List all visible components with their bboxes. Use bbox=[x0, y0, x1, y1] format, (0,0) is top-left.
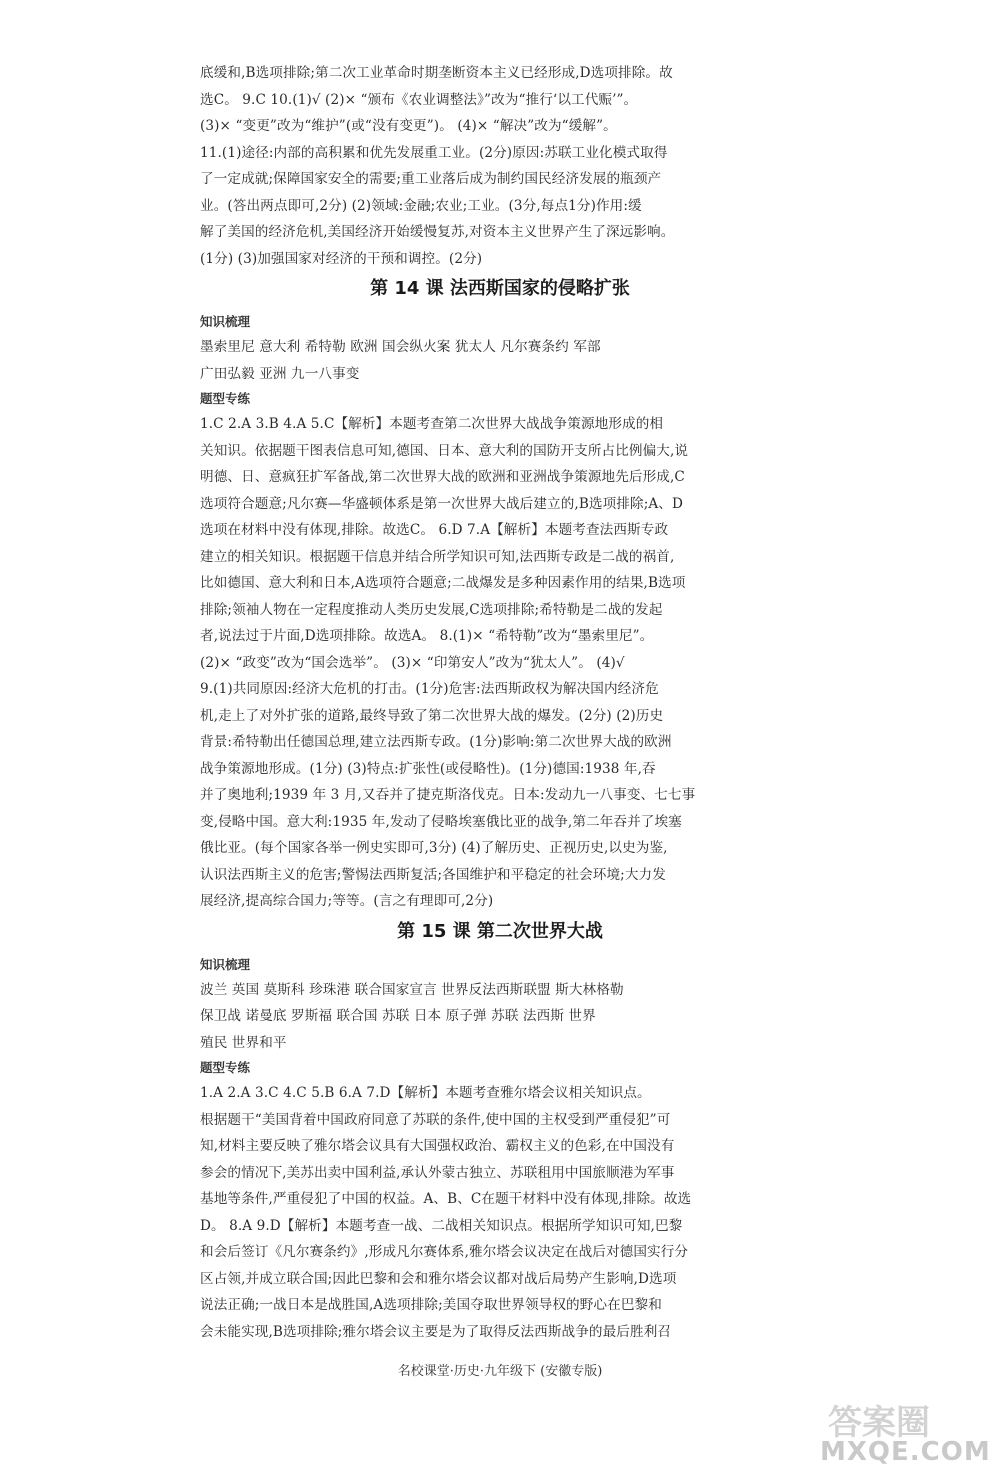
text-line: 波兰 英国 莫斯科 珍珠港 联合国家宣言 世界反法西斯联盟 斯大林格勒 bbox=[200, 981, 624, 998]
text-line: 明德、日、意疯狂扩军备战,第二次世界大战的欧洲和亚洲战争策源地先后形成,C bbox=[200, 469, 685, 485]
text-line: 和会后签订《凡尔赛条约》,形成凡尔赛体系,雅尔塔会议决定在战后对德国实行分 bbox=[200, 1244, 689, 1260]
text-line: 排除;领袖人物在一定程度推动人类历史发展,C选项排除;希特勒是二战的发起 bbox=[200, 601, 663, 618]
text-line: 机,走上了对外扩张的道路,最终导致了第二次世界大战的爆发。(2分) (2)历史 bbox=[200, 707, 664, 724]
text-line: 战争策源地形成。(1分) (3)特点:扩张性(或侵略性)。(1分)德国:1938 年,吞 bbox=[200, 760, 656, 777]
text-line: 区占领,并成立联合国;因此巴黎和会和雅尔塔会议都对战后局势产生影响,D选项 bbox=[200, 1270, 677, 1287]
text-line: 广田弘毅 亚洲 九一八事变 bbox=[200, 365, 360, 382]
text-line: 比如德国、意大利和日本,A选项符合题意;二战爆发是多种因素作用的结果,B选项 bbox=[200, 575, 686, 591]
lesson14-knowledge bbox=[200, 334, 800, 387]
text-line: 参会的情况下,美苏出卖中国利益,承认外蒙古独立、苏联租用中国旅顺港为军事 bbox=[200, 1164, 675, 1181]
lesson15-knowledge-heading: 知识梳理 bbox=[200, 956, 251, 972]
lesson15-knowledge bbox=[200, 977, 800, 1057]
text-line: (1分) (3)加强国家对经济的干预和调控。(2分) bbox=[200, 250, 483, 267]
answer-page bbox=[200, 60, 800, 1345]
text-line: 关知识。依据题干图表信息可知,德国、日本、意大利的国防开支所占比例偏大,说 bbox=[200, 442, 689, 459]
text-line: 认识法西斯主义的危害;警惕法西斯复活;各国维护和平稳定的社会环境;大力发 bbox=[200, 866, 666, 883]
lesson15-title: 第 15 课 第二次世界大战 bbox=[397, 920, 603, 942]
text-line: 并了奥地利;1939 年 3 月,又吞并了捷克斯洛伐克。日本:发动九一八事变、七七事 bbox=[200, 787, 696, 803]
lesson15-practice-heading: 题型专练 bbox=[200, 1060, 251, 1075]
text-line: 11.(1)途径:内部的高积累和优先发展重工业。(2分)原因:苏联工业化模式取得 bbox=[200, 144, 668, 161]
text-line: 1.C 2.A 3.B 4.A 5.C【解析】本题考查第二次世界大战战争策源地形成的相 bbox=[200, 416, 664, 432]
page-footer: 名校课堂·历史·九年级下 (安徽专版) bbox=[397, 1364, 603, 1379]
intro-section bbox=[200, 60, 800, 272]
text-line: (3)× “变更”改为“维护”(或“没有变更”)。 (4)× “解决”改为“缓解”。 bbox=[200, 118, 617, 134]
text-line: 保卫战 诺曼底 罗斯福 联合国 苏联 日本 原子弹 苏联 法西斯 世界 bbox=[200, 1008, 596, 1024]
text-line: 墨索里尼 意大利 希特勒 欧洲 国会纵火案 犹太人 凡尔赛条约 军部 bbox=[200, 339, 601, 355]
text-line: 殖民 世界和平 bbox=[200, 1034, 287, 1051]
watermark-art: 答案圈 bbox=[828, 1403, 930, 1443]
text-line: 知,材料主要反映了雅尔塔会议具有大国强权政治、霸权主义的色彩,在中国没有 bbox=[200, 1138, 675, 1154]
text-line: 业。(答出两点即可,2分) (2)领域:金融;农业;工业。(3分,每点1分)作用:缓 bbox=[200, 197, 642, 214]
lesson14-title: 第 14 课 法西斯国家的侵略扩张 bbox=[370, 278, 630, 299]
text-line: 展经济,提高综合国力;等等。(言之有理即可,2分) bbox=[200, 893, 494, 909]
text-line: 说法正确;一战日本是战胜国,A选项排除;美国夺取世界领导权的野心在巴黎和 bbox=[200, 1297, 662, 1313]
text-line: (2)× “政变”改为“国会选举”。 (3)× “印第安人”改为“犹太人”。 (4)√ bbox=[200, 654, 625, 671]
text-line: 选C。 9.C 10.(1)√ (2)× “颁布《农业调整法》”改为“推行‘以工代赈’”。 bbox=[200, 91, 638, 108]
text-line: 1.A 2.A 3.C 4.C 5.B 6.A 7.D【解析】本题考查雅尔塔会议相关知识点。 bbox=[200, 1085, 651, 1101]
text-line: 俄比亚。(每个国家各举一例史实即可,3分) (4)了解历史、正视历史,以史为鉴, bbox=[200, 840, 668, 856]
text-line: 建立的相关知识。根据题干信息并结合所学知识可知,法西斯专政是二战的祸首, bbox=[200, 548, 675, 565]
text-line: 变,侵略中国。意大利:1935 年,发动了侵略埃塞俄比亚的战争,第二年吞并了埃塞 bbox=[200, 813, 682, 830]
lesson14-practice-heading: 题型专练 bbox=[200, 391, 251, 406]
text-line: 基地等条件,严重侵犯了中国的权益。A、B、C在题干材料中没有体现,排除。故选 bbox=[200, 1191, 692, 1207]
text-line: 9.(1)共同原因:经济大危机的打击。(1分)危害:法西斯政权为解决国内经济危 bbox=[200, 681, 659, 697]
text-line: 了一定成就;保障国家安全的需要;重工业落后成为制约国民经济发展的瓶颈产 bbox=[200, 171, 662, 187]
text-line: 解了美国的经济危机,美国经济开始缓慢复苏,对资本主义世界产生了深远影响。 bbox=[200, 224, 675, 240]
lesson14-practice bbox=[200, 411, 800, 915]
lesson15-practice bbox=[200, 1080, 800, 1345]
text-line: 底缓和,B选项排除;第二次工业革命时期垄断资本主义已经形成,D选项排除。故 bbox=[200, 65, 673, 81]
text-line: 根据题干“美国背着中国政府同意了苏联的条件,使中国的主权受到严重侵犯”可 bbox=[200, 1111, 671, 1128]
lesson14-knowledge-heading: 知识梳理 bbox=[200, 314, 251, 329]
text-line: D。 8.A 9.D【解析】本题考查一战、二战相关知识点。根据所学知识可知,巴黎 bbox=[200, 1217, 683, 1234]
text-line: 选项符合题意;凡尔赛—华盛顿体系是第一次世界大战后建立的,B选项排除;A、D bbox=[200, 495, 683, 512]
text-line: 者,说法过于片面,D选项排除。故选A。 8.(1)× “希特勒”改为“墨索里尼”。 bbox=[200, 628, 654, 644]
text-line: 背景:希特勒出任德国总理,建立法西斯专政。(1分)影响:第二次世界大战的欧洲 bbox=[200, 734, 672, 750]
text-line: 会未能实现,B选项排除;雅尔塔会议主要是为了取得反法西斯战争的最后胜利召 bbox=[200, 1323, 672, 1340]
watermark-logo bbox=[820, 1395, 1000, 1471]
watermark-site: MXQE.COM bbox=[820, 1437, 991, 1467]
text-line: 选项在材料中没有体现,排除。故选C。 6.D 7.A【解析】本题考查法西斯专政 bbox=[200, 522, 669, 538]
